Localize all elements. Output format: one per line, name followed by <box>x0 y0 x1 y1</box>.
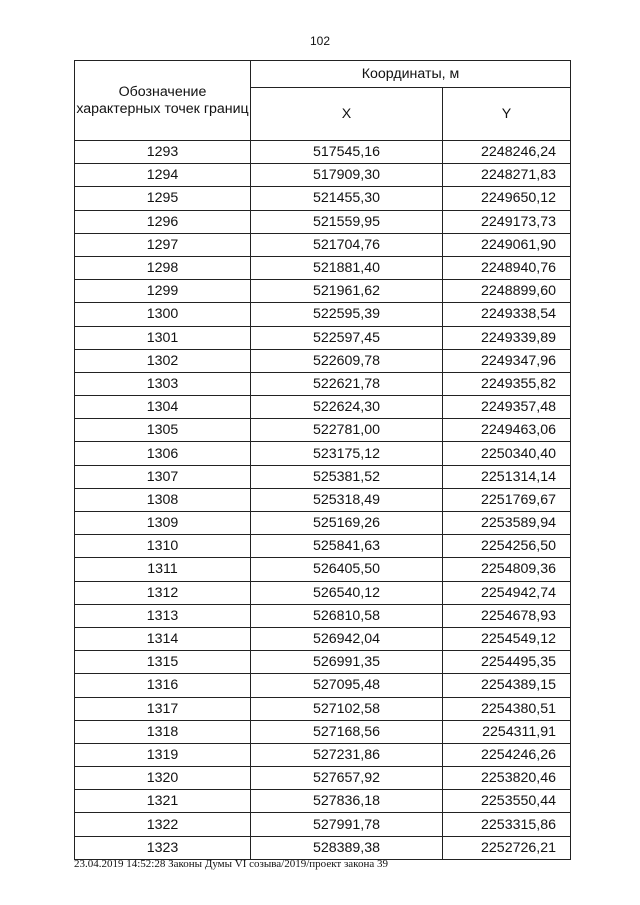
coord-x-cell: 527991,78 <box>251 813 443 836</box>
point-id-cell: 1297 <box>75 233 251 256</box>
point-id-cell: 1323 <box>75 836 251 859</box>
table-row <box>75 581 571 604</box>
coord-x-cell: 517909,30 <box>251 164 443 187</box>
coord-y-cell: 2248271,83 <box>443 164 571 187</box>
coord-y-cell: 2249357,48 <box>443 396 571 419</box>
coord-y-cell: 2254678,93 <box>443 604 571 627</box>
coord-y-cell: 2249339,89 <box>443 326 571 349</box>
point-id-cell: 1309 <box>75 512 251 535</box>
coordinates-table <box>74 60 571 860</box>
table-row <box>75 210 571 233</box>
coord-x-cell: 522595,39 <box>251 303 443 326</box>
coord-y-cell: 2254942,74 <box>443 581 571 604</box>
table-row <box>75 164 571 187</box>
coord-x-cell: 525841,63 <box>251 535 443 558</box>
coord-y-cell: 2253550,44 <box>443 790 571 813</box>
point-id-cell: 1319 <box>75 743 251 766</box>
point-id-cell: 1300 <box>75 303 251 326</box>
coord-y-cell: 2254549,12 <box>443 627 571 650</box>
coord-y-cell: 2249355,82 <box>443 372 571 395</box>
point-id-cell: 1312 <box>75 581 251 604</box>
table-row <box>75 813 571 836</box>
coord-x-cell: 521961,62 <box>251 280 443 303</box>
coord-y-cell: 2248246,24 <box>443 141 571 164</box>
coord-x-cell: 522609,78 <box>251 349 443 372</box>
table-row <box>75 627 571 650</box>
point-id-cell: 1317 <box>75 697 251 720</box>
page-number: 102 <box>309 34 331 48</box>
coord-x-cell: 527168,56 <box>251 720 443 743</box>
coord-y-cell: 2254495,35 <box>443 651 571 674</box>
point-id-cell: 1294 <box>75 164 251 187</box>
coord-x-cell: 522597,45 <box>251 326 443 349</box>
table-row <box>75 604 571 627</box>
table-row <box>75 512 571 535</box>
coord-x-cell: 525169,26 <box>251 512 443 535</box>
coord-x-cell: 525381,52 <box>251 465 443 488</box>
table-row <box>75 651 571 674</box>
coord-y-cell: 2249061,90 <box>443 233 571 256</box>
coord-x-cell: 527102,58 <box>251 697 443 720</box>
coord-x-cell: 522624,30 <box>251 396 443 419</box>
point-id-cell: 1321 <box>75 790 251 813</box>
point-id-cell: 1314 <box>75 627 251 650</box>
coord-x-cell: 526991,35 <box>251 651 443 674</box>
coord-x-cell: 527657,92 <box>251 767 443 790</box>
point-id-cell: 1301 <box>75 326 251 349</box>
coord-y-cell: 2254389,15 <box>443 674 571 697</box>
point-id-cell: 1305 <box>75 419 251 442</box>
table-row <box>75 535 571 558</box>
table-row <box>75 743 571 766</box>
table-row <box>75 720 571 743</box>
point-id-cell: 1318 <box>75 720 251 743</box>
table-row <box>75 233 571 256</box>
footer-note: 23.04.2019 14:52:28 Законы Думы VI созыва/2019/проект закона 39 <box>74 858 388 870</box>
table-body <box>75 141 571 860</box>
coord-x-cell: 521881,40 <box>251 256 443 279</box>
point-id-cell: 1313 <box>75 604 251 627</box>
point-id-cell: 1293 <box>75 141 251 164</box>
header-x: X <box>251 88 443 141</box>
coord-y-cell: 2254809,36 <box>443 558 571 581</box>
table-row <box>75 372 571 395</box>
table-row <box>75 326 571 349</box>
coord-y-cell: 2249463,06 <box>443 419 571 442</box>
coord-y-cell: 2249347,96 <box>443 349 571 372</box>
coord-x-cell: 522621,78 <box>251 372 443 395</box>
table-row <box>75 836 571 859</box>
table-row <box>75 767 571 790</box>
point-id-cell: 1302 <box>75 349 251 372</box>
table-row <box>75 141 571 164</box>
table-row <box>75 280 571 303</box>
point-id-cell: 1311 <box>75 558 251 581</box>
table-row <box>75 674 571 697</box>
coord-y-cell: 2249173,73 <box>443 210 571 233</box>
coord-x-cell: 521455,30 <box>251 187 443 210</box>
coord-x-cell: 522781,00 <box>251 419 443 442</box>
table-row <box>75 187 571 210</box>
coord-y-cell: 2253315,86 <box>443 813 571 836</box>
coord-y-cell: 2254256,50 <box>443 535 571 558</box>
table-row <box>75 303 571 326</box>
point-id-cell: 1304 <box>75 396 251 419</box>
table-row <box>75 558 571 581</box>
table-row <box>75 790 571 813</box>
point-id-cell: 1306 <box>75 442 251 465</box>
point-id-cell: 1299 <box>75 280 251 303</box>
coord-y-cell: 2248899,60 <box>443 280 571 303</box>
point-id-cell: 1296 <box>75 210 251 233</box>
coord-x-cell: 526540,12 <box>251 581 443 604</box>
coord-x-cell: 526405,50 <box>251 558 443 581</box>
point-id-cell: 1295 <box>75 187 251 210</box>
table-row <box>75 465 571 488</box>
coord-x-cell: 527231,86 <box>251 743 443 766</box>
table-row <box>75 697 571 720</box>
coord-y-cell: 2254246,26 <box>443 743 571 766</box>
coord-x-cell: 526810,58 <box>251 604 443 627</box>
coord-x-cell: 528389,38 <box>251 836 443 859</box>
coord-x-cell: 521704,76 <box>251 233 443 256</box>
coord-y-cell: 2254380,51 <box>443 697 571 720</box>
table-row <box>75 419 571 442</box>
point-id-cell: 1310 <box>75 535 251 558</box>
coord-x-cell: 527095,48 <box>251 674 443 697</box>
header-coordinates: Координаты, м <box>251 61 571 88</box>
point-id-cell: 1307 <box>75 465 251 488</box>
point-id-cell: 1316 <box>75 674 251 697</box>
coord-x-cell: 525318,49 <box>251 488 443 511</box>
table-row <box>75 396 571 419</box>
coord-y-cell: 2250340,40 <box>443 442 571 465</box>
coord-y-cell: 2249338,54 <box>443 303 571 326</box>
coord-y-cell: 2249650,12 <box>443 187 571 210</box>
table-row <box>75 349 571 372</box>
coord-y-cell: 2253820,46 <box>443 767 571 790</box>
coord-x-cell: 517545,16 <box>251 141 443 164</box>
coord-y-cell: 2251769,67 <box>443 488 571 511</box>
coord-y-cell: 2252726,21 <box>443 836 571 859</box>
coord-y-cell: 2253589,94 <box>443 512 571 535</box>
coord-x-cell: 523175,12 <box>251 442 443 465</box>
coord-x-cell: 521559,95 <box>251 210 443 233</box>
point-id-cell: 1303 <box>75 372 251 395</box>
coord-y-cell: 2251314,14 <box>443 465 571 488</box>
coord-y-cell: 2248940,76 <box>443 256 571 279</box>
header-point-name: Обозначение характерных точек границ <box>75 61 251 141</box>
point-id-cell: 1322 <box>75 813 251 836</box>
point-id-cell: 1308 <box>75 488 251 511</box>
table-row <box>75 256 571 279</box>
table-row <box>75 442 571 465</box>
header-y: Y <box>443 88 571 141</box>
point-id-cell: 1315 <box>75 651 251 674</box>
point-id-cell: 1298 <box>75 256 251 279</box>
coord-x-cell: 526942,04 <box>251 627 443 650</box>
coord-x-cell: 527836,18 <box>251 790 443 813</box>
coord-y-cell: 2254311,91 <box>443 720 571 743</box>
table-row <box>75 488 571 511</box>
point-id-cell: 1320 <box>75 767 251 790</box>
